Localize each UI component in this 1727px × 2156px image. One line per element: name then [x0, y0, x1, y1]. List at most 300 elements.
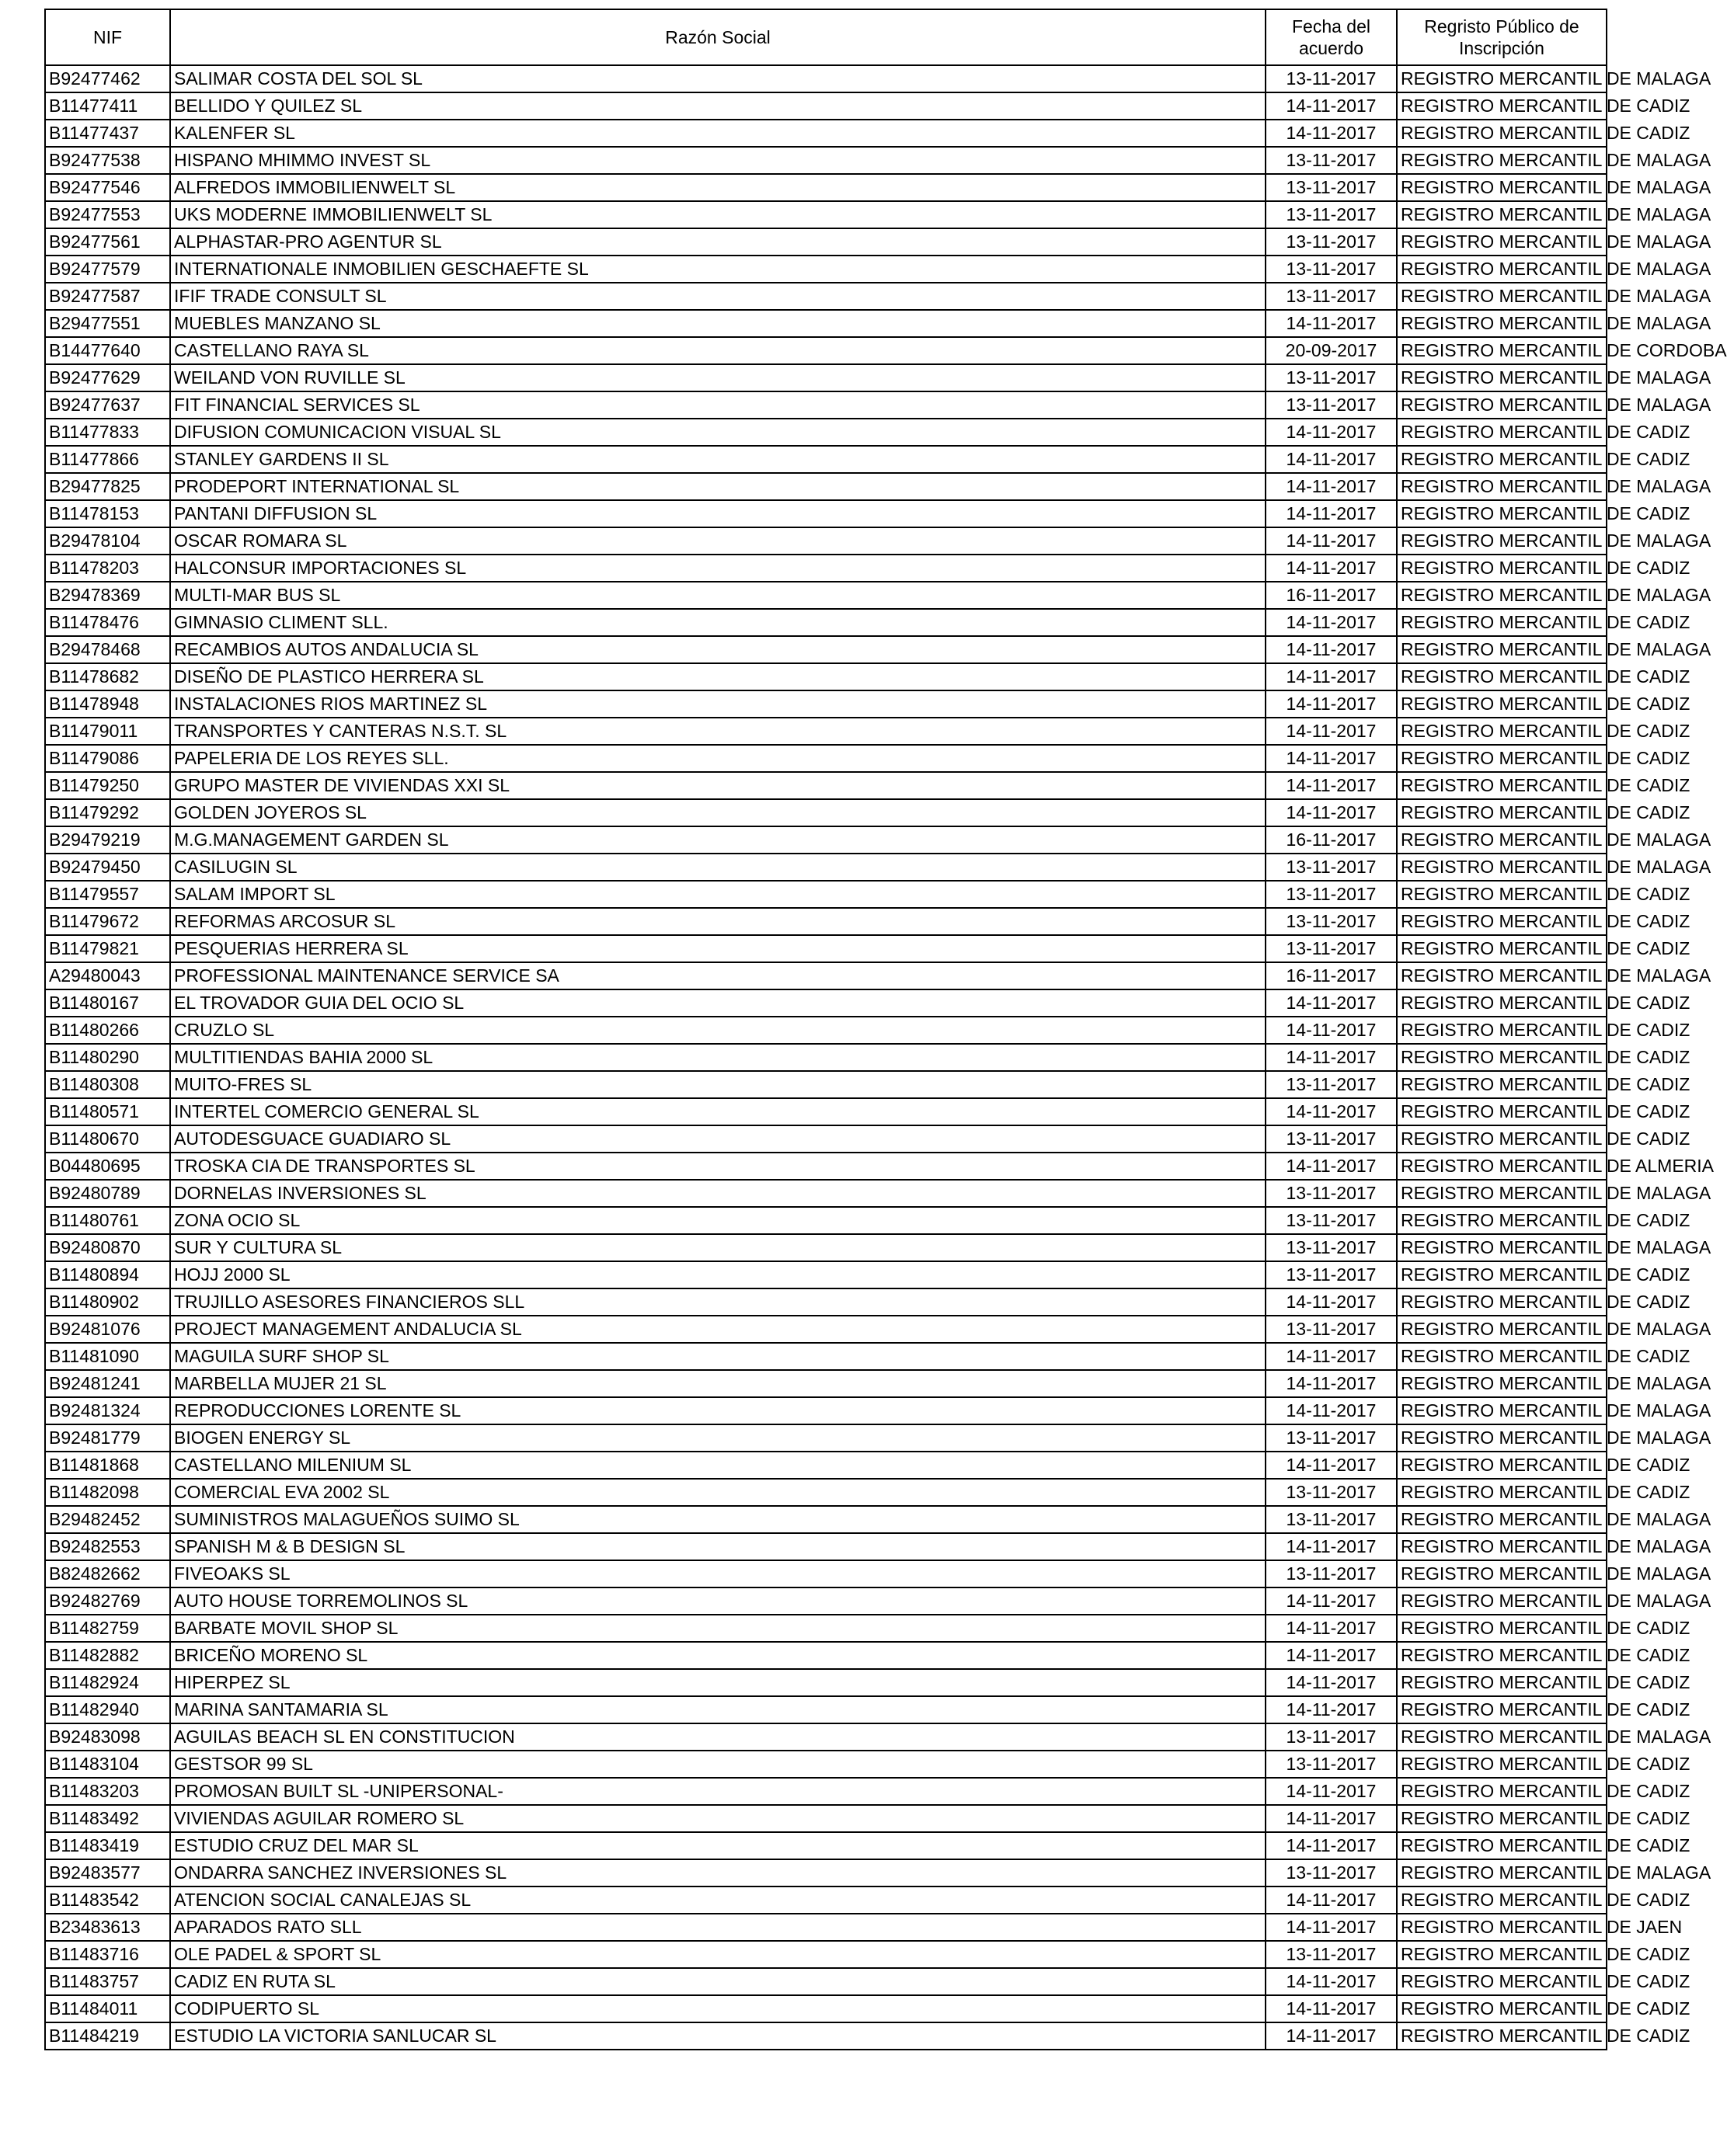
cell-razon-social: STANLEY GARDENS II SL	[170, 446, 1266, 473]
cell-fecha: 13-11-2017	[1266, 1506, 1397, 1533]
cell-fecha: 14-11-2017	[1266, 1370, 1397, 1397]
cell-razon-social: ONDARRA SANCHEZ INVERSIONES SL	[170, 1859, 1266, 1886]
cell-fecha: 14-11-2017	[1266, 1968, 1397, 1995]
cell-registro: REGISTRO MERCANTIL DE MALAGA	[1397, 1723, 1607, 1751]
cell-registro: REGISTRO MERCANTIL DE MALAGA	[1397, 854, 1607, 881]
table-row	[45, 92, 1607, 120]
cell-nif: B11479672	[45, 908, 170, 935]
cell-nif: B11480308	[45, 1071, 170, 1098]
table-row	[45, 1370, 1607, 1397]
cell-nif: B11482924	[45, 1669, 170, 1696]
cell-nif: B11482882	[45, 1642, 170, 1669]
cell-razon-social: AGUILAS BEACH SL EN CONSTITUCION	[170, 1723, 1266, 1751]
cell-registro: REGISTRO MERCANTIL DE CADIZ	[1397, 419, 1607, 446]
cell-razon-social: SUMINISTROS MALAGUEÑOS SUIMO SL	[170, 1506, 1266, 1533]
cell-registro: REGISTRO MERCANTIL DE CADIZ	[1397, 446, 1607, 473]
cell-nif: B92481779	[45, 1424, 170, 1452]
cell-fecha: 13-11-2017	[1266, 1207, 1397, 1234]
cell-registro: REGISTRO MERCANTIL DE MALAGA	[1397, 1560, 1607, 1587]
table-body	[45, 65, 1727, 2050]
table-row	[45, 364, 1607, 391]
table-row	[45, 120, 1607, 147]
cell-fecha: 14-11-2017	[1266, 555, 1397, 582]
cell-registro: REGISTRO MERCANTIL DE MALAGA	[1397, 364, 1607, 391]
cell-fecha: 13-11-2017	[1266, 908, 1397, 935]
cell-nif: B11483203	[45, 1778, 170, 1805]
cell-razon-social: MARINA SANTAMARIA SL	[170, 1696, 1266, 1723]
cell-fecha: 14-11-2017	[1266, 1914, 1397, 1941]
cell-fecha: 14-11-2017	[1266, 1642, 1397, 1669]
cell-nif: B29482452	[45, 1506, 170, 1533]
cell-razon-social: CADIZ EN RUTA SL	[170, 1968, 1266, 1995]
cell-registro: REGISTRO MERCANTIL DE CADIZ	[1397, 1832, 1607, 1859]
cell-nif: B92477561	[45, 228, 170, 256]
cell-registro: REGISTRO MERCANTIL DE CADIZ	[1397, 1751, 1607, 1778]
table-row	[45, 283, 1607, 310]
cell-registro: REGISTRO MERCANTIL DE MALAGA	[1397, 1234, 1607, 1261]
cell-nif: B11484011	[45, 1995, 170, 2022]
table-row	[45, 1751, 1607, 1778]
table-row	[45, 1234, 1607, 1261]
table-row	[45, 1098, 1607, 1125]
cell-registro: REGISTRO MERCANTIL DE JAEN	[1397, 1914, 1607, 1941]
cell-nif: B11483104	[45, 1751, 170, 1778]
cell-razon-social: ZONA OCIO SL	[170, 1207, 1266, 1234]
cell-nif: B11481090	[45, 1343, 170, 1370]
cell-nif: A29480043	[45, 962, 170, 989]
cell-registro: REGISTRO MERCANTIL DE CADIZ	[1397, 989, 1607, 1017]
table-row	[45, 908, 1607, 935]
table-row	[45, 310, 1607, 337]
table-row	[45, 337, 1607, 364]
cell-razon-social: KALENFER SL	[170, 120, 1266, 147]
table-row	[45, 391, 1607, 419]
cell-registro: REGISTRO MERCANTIL DE CADIZ	[1397, 1696, 1607, 1723]
cell-registro: REGISTRO MERCANTIL DE MALAGA	[1397, 283, 1607, 310]
cell-nif: B14477640	[45, 337, 170, 364]
cell-fecha: 13-11-2017	[1266, 1071, 1397, 1098]
cell-fecha: 14-11-2017	[1266, 1886, 1397, 1914]
cell-fecha: 13-11-2017	[1266, 1941, 1397, 1968]
table-row	[45, 1995, 1607, 2022]
table-row	[45, 1615, 1607, 1642]
cell-fecha: 14-11-2017	[1266, 2022, 1397, 2050]
cell-registro: REGISTRO MERCANTIL DE MALAGA	[1397, 1859, 1607, 1886]
cell-razon-social: ATENCION SOCIAL CANALEJAS SL	[170, 1886, 1266, 1914]
cell-razon-social: OLE PADEL & SPORT SL	[170, 1941, 1266, 1968]
cell-registro: REGISTRO MERCANTIL DE MALAGA	[1397, 174, 1607, 201]
cell-fecha: 13-11-2017	[1266, 391, 1397, 419]
table-row	[45, 473, 1607, 500]
cell-nif: B92477629	[45, 364, 170, 391]
cell-nif: B11480167	[45, 989, 170, 1017]
cell-razon-social: ESTUDIO CRUZ DEL MAR SL	[170, 1832, 1266, 1859]
cell-fecha: 13-11-2017	[1266, 1316, 1397, 1343]
cell-razon-social: HIPERPEZ SL	[170, 1669, 1266, 1696]
table-row	[45, 65, 1607, 92]
cell-fecha: 14-11-2017	[1266, 718, 1397, 745]
cell-razon-social: MUEBLES MANZANO SL	[170, 310, 1266, 337]
cell-fecha: 13-11-2017	[1266, 1261, 1397, 1288]
cell-razon-social: PANTANI DIFFUSION SL	[170, 500, 1266, 527]
registry-table	[44, 9, 1727, 2050]
table-row	[45, 718, 1607, 745]
cell-fecha: 14-11-2017	[1266, 419, 1397, 446]
cell-registro: REGISTRO MERCANTIL DE MALAGA	[1397, 1180, 1607, 1207]
cell-nif: B92477579	[45, 256, 170, 283]
cell-razon-social: PESQUERIAS HERRERA SL	[170, 935, 1266, 962]
cell-nif: B11482098	[45, 1479, 170, 1506]
cell-razon-social: MULTI-MAR BUS SL	[170, 582, 1266, 609]
table-row	[45, 854, 1607, 881]
cell-registro: REGISTRO MERCANTIL DE MALAGA	[1397, 1587, 1607, 1615]
cell-fecha: 14-11-2017	[1266, 1778, 1397, 1805]
cell-registro: REGISTRO MERCANTIL DE CADIZ	[1397, 908, 1607, 935]
cell-registro: REGISTRO MERCANTIL DE MALAGA	[1397, 962, 1607, 989]
cell-registro: REGISTRO MERCANTIL DE CADIZ	[1397, 745, 1607, 772]
table-row	[45, 962, 1607, 989]
cell-nif: B29477551	[45, 310, 170, 337]
cell-razon-social: FIVEOAKS SL	[170, 1560, 1266, 1587]
cell-nif: B11477411	[45, 92, 170, 120]
table-row	[45, 1424, 1607, 1452]
cell-fecha: 13-11-2017	[1266, 174, 1397, 201]
cell-razon-social: PRODEPORT INTERNATIONAL SL	[170, 473, 1266, 500]
cell-razon-social: HOJJ 2000 SL	[170, 1261, 1266, 1288]
table-row	[45, 881, 1607, 908]
cell-registro: REGISTRO MERCANTIL DE CADIZ	[1397, 663, 1607, 690]
table-row	[45, 1288, 1607, 1316]
table-row	[45, 636, 1607, 663]
cell-registro: REGISTRO MERCANTIL DE CADIZ	[1397, 555, 1607, 582]
cell-razon-social: M.G.MANAGEMENT GARDEN SL	[170, 826, 1266, 854]
cell-razon-social: SUR Y CULTURA SL	[170, 1234, 1266, 1261]
cell-nif: B92477553	[45, 201, 170, 228]
cell-registro: REGISTRO MERCANTIL DE CADIZ	[1397, 1207, 1607, 1234]
table-row	[45, 1397, 1607, 1424]
cell-fecha: 14-11-2017	[1266, 690, 1397, 718]
cell-registro: REGISTRO MERCANTIL DE MALAGA	[1397, 1424, 1607, 1452]
cell-fecha: 14-11-2017	[1266, 663, 1397, 690]
cell-nif: B11478948	[45, 690, 170, 718]
cell-nif: B29477825	[45, 473, 170, 500]
table-row	[45, 582, 1607, 609]
cell-razon-social: DIFUSION COMUNICACION VISUAL SL	[170, 419, 1266, 446]
table-row	[45, 256, 1607, 283]
table-row	[45, 174, 1607, 201]
cell-fecha: 13-11-2017	[1266, 201, 1397, 228]
cell-nif: B11481868	[45, 1452, 170, 1479]
table-row	[45, 1642, 1607, 1669]
cell-fecha: 13-11-2017	[1266, 1723, 1397, 1751]
table-row	[45, 1452, 1607, 1479]
cell-razon-social: PAPELERIA DE LOS REYES SLL.	[170, 745, 1266, 772]
cell-fecha: 13-11-2017	[1266, 283, 1397, 310]
cell-registro: REGISTRO MERCANTIL DE MALAGA	[1397, 310, 1607, 337]
cell-registro: REGISTRO MERCANTIL DE MALAGA	[1397, 256, 1607, 283]
cell-razon-social: REPRODUCCIONES LORENTE SL	[170, 1397, 1266, 1424]
cell-razon-social: RECAMBIOS AUTOS ANDALUCIA SL	[170, 636, 1266, 663]
cell-razon-social: WEILAND VON RUVILLE SL	[170, 364, 1266, 391]
cell-fecha: 14-11-2017	[1266, 92, 1397, 120]
cell-nif: B92477637	[45, 391, 170, 419]
cell-nif: B92477538	[45, 147, 170, 174]
cell-fecha: 13-11-2017	[1266, 1234, 1397, 1261]
cell-nif: B29479219	[45, 826, 170, 854]
cell-registro: REGISTRO MERCANTIL DE CORDOBA	[1397, 337, 1607, 364]
table-row	[45, 1044, 1607, 1071]
table-row	[45, 1180, 1607, 1207]
cell-nif: B11477833	[45, 419, 170, 446]
cell-nif: B11483757	[45, 1968, 170, 1995]
cell-registro: REGISTRO MERCANTIL DE CADIZ	[1397, 1071, 1607, 1098]
cell-nif: B11479011	[45, 718, 170, 745]
cell-registro: REGISTRO MERCANTIL DE MALAGA	[1397, 636, 1607, 663]
cell-razon-social: APARADOS RATO SLL	[170, 1914, 1266, 1941]
cell-fecha: 16-11-2017	[1266, 582, 1397, 609]
cell-registro: REGISTRO MERCANTIL DE CADIZ	[1397, 690, 1607, 718]
cell-fecha: 14-11-2017	[1266, 1669, 1397, 1696]
cell-registro: REGISTRO MERCANTIL DE MALAGA	[1397, 391, 1607, 419]
cell-registro: REGISTRO MERCANTIL DE MALAGA	[1397, 201, 1607, 228]
cell-fecha: 14-11-2017	[1266, 1832, 1397, 1859]
cell-registro: REGISTRO MERCANTIL DE CADIZ	[1397, 718, 1607, 745]
cell-razon-social: DORNELAS INVERSIONES SL	[170, 1180, 1266, 1207]
cell-fecha: 14-11-2017	[1266, 1288, 1397, 1316]
cell-razon-social: MUITO-FRES SL	[170, 1071, 1266, 1098]
table-row	[45, 1914, 1607, 1941]
cell-registro: REGISTRO MERCANTIL DE MALAGA	[1397, 1506, 1607, 1533]
cell-fecha: 14-11-2017	[1266, 1696, 1397, 1723]
cell-razon-social: GIMNASIO CLIMENT SLL.	[170, 609, 1266, 636]
cell-nif: B92482769	[45, 1587, 170, 1615]
cell-razon-social: REFORMAS ARCOSUR SL	[170, 908, 1266, 935]
cell-fecha: 14-11-2017	[1266, 1587, 1397, 1615]
cell-nif: B11478153	[45, 500, 170, 527]
cell-nif: B11482940	[45, 1696, 170, 1723]
cell-fecha: 14-11-2017	[1266, 1153, 1397, 1180]
cell-razon-social: CASTELLANO RAYA SL	[170, 337, 1266, 364]
cell-registro: REGISTRO MERCANTIL DE CADIZ	[1397, 1642, 1607, 1669]
cell-razon-social: MULTITIENDAS BAHIA 2000 SL	[170, 1044, 1266, 1071]
cell-razon-social: GOLDEN JOYEROS SL	[170, 799, 1266, 826]
table-row	[45, 1778, 1607, 1805]
cell-razon-social: VIVIENDAS AGUILAR ROMERO SL	[170, 1805, 1266, 1832]
cell-razon-social: INSTALACIONES RIOS MARTINEZ SL	[170, 690, 1266, 718]
cell-nif: B11479086	[45, 745, 170, 772]
cell-razon-social: GRUPO MASTER DE VIVIENDAS XXI SL	[170, 772, 1266, 799]
table-row	[45, 147, 1607, 174]
cell-nif: B11478476	[45, 609, 170, 636]
table-row	[45, 228, 1607, 256]
cell-registro: REGISTRO MERCANTIL DE MALAGA	[1397, 1533, 1607, 1560]
cell-razon-social: SPANISH M & B DESIGN SL	[170, 1533, 1266, 1560]
table-row	[45, 2022, 1607, 2050]
table-header	[45, 9, 1607, 65]
cell-nif: B92483098	[45, 1723, 170, 1751]
cell-nif: B92479450	[45, 854, 170, 881]
cell-fecha: 13-11-2017	[1266, 364, 1397, 391]
cell-nif: B29478369	[45, 582, 170, 609]
cell-razon-social: CRUZLO SL	[170, 1017, 1266, 1044]
table-row	[45, 1071, 1607, 1098]
cell-registro: REGISTRO MERCANTIL DE CADIZ	[1397, 1615, 1607, 1642]
cell-nif: B23483613	[45, 1914, 170, 1941]
cell-fecha: 14-11-2017	[1266, 1044, 1397, 1071]
cell-fecha: 13-11-2017	[1266, 147, 1397, 174]
table-row	[45, 1207, 1607, 1234]
cell-registro: REGISTRO MERCANTIL DE CADIZ	[1397, 1452, 1607, 1479]
cell-registro: REGISTRO MERCANTIL DE MALAGA	[1397, 582, 1607, 609]
cell-registro: REGISTRO MERCANTIL DE MALAGA	[1397, 826, 1607, 854]
cell-razon-social: INTERNATIONALE INMOBILIEN GESCHAEFTE SL	[170, 256, 1266, 283]
cell-nif: B11480290	[45, 1044, 170, 1071]
cell-registro: REGISTRO MERCANTIL DE MALAGA	[1397, 1370, 1607, 1397]
table-row	[45, 1968, 1607, 1995]
cell-nif: B92477546	[45, 174, 170, 201]
cell-razon-social: MAGUILA SURF SHOP SL	[170, 1343, 1266, 1370]
cell-fecha: 16-11-2017	[1266, 962, 1397, 989]
cell-nif: B92481241	[45, 1370, 170, 1397]
table-row	[45, 935, 1607, 962]
cell-registro: REGISTRO MERCANTIL DE CADIZ	[1397, 935, 1607, 962]
cell-nif: B29478468	[45, 636, 170, 663]
table-row	[45, 663, 1607, 690]
cell-nif: B92477587	[45, 283, 170, 310]
cell-razon-social: AUTO HOUSE TORREMOLINOS SL	[170, 1587, 1266, 1615]
cell-registro: REGISTRO MERCANTIL DE CADIZ	[1397, 1941, 1607, 1968]
table-row	[45, 1017, 1607, 1044]
cell-nif: B11479250	[45, 772, 170, 799]
cell-registro: REGISTRO MERCANTIL DE MALAGA	[1397, 147, 1607, 174]
cell-registro: REGISTRO MERCANTIL DE CADIZ	[1397, 1778, 1607, 1805]
cell-nif: B11479292	[45, 799, 170, 826]
table-row	[45, 1696, 1607, 1723]
cell-registro: REGISTRO MERCANTIL DE CADIZ	[1397, 1125, 1607, 1153]
cell-razon-social: BARBATE MOVIL SHOP SL	[170, 1615, 1266, 1642]
cell-nif: B11483419	[45, 1832, 170, 1859]
cell-fecha: 14-11-2017	[1266, 1995, 1397, 2022]
header-nif: NIF	[45, 9, 170, 65]
cell-registro: REGISTRO MERCANTIL DE MALAGA	[1397, 527, 1607, 555]
cell-fecha: 14-11-2017	[1266, 310, 1397, 337]
cell-fecha: 14-11-2017	[1266, 1017, 1397, 1044]
cell-nif: B11478203	[45, 555, 170, 582]
header-razon-social: Razón Social	[170, 9, 1266, 65]
table-row	[45, 446, 1607, 473]
table-row	[45, 1560, 1607, 1587]
cell-razon-social: TROSKA CIA DE TRANSPORTES SL	[170, 1153, 1266, 1180]
cell-fecha: 14-11-2017	[1266, 772, 1397, 799]
cell-fecha: 14-11-2017	[1266, 473, 1397, 500]
cell-razon-social: PROJECT MANAGEMENT ANDALUCIA SL	[170, 1316, 1266, 1343]
table-row	[45, 500, 1607, 527]
cell-razon-social: CASTELLANO MILENIUM SL	[170, 1452, 1266, 1479]
cell-razon-social: ALPHASTAR-PRO AGENTUR SL	[170, 228, 1266, 256]
cell-razon-social: PROMOSAN BUILT SL -UNIPERSONAL-	[170, 1778, 1266, 1805]
cell-fecha: 13-11-2017	[1266, 228, 1397, 256]
cell-nif: B11483492	[45, 1805, 170, 1832]
cell-fecha: 13-11-2017	[1266, 256, 1397, 283]
table-row	[45, 745, 1607, 772]
cell-nif: B11480571	[45, 1098, 170, 1125]
cell-nif: B11483542	[45, 1886, 170, 1914]
header-row	[45, 9, 1607, 65]
header-fecha-acuerdo: Fecha del acuerdo	[1266, 9, 1397, 65]
cell-razon-social: PROFESSIONAL MAINTENANCE SERVICE SA	[170, 962, 1266, 989]
cell-fecha: 14-11-2017	[1266, 527, 1397, 555]
cell-fecha: 14-11-2017	[1266, 745, 1397, 772]
cell-nif: B92480789	[45, 1180, 170, 1207]
table-row	[45, 1859, 1607, 1886]
cell-nif: B11477866	[45, 446, 170, 473]
table-row	[45, 1886, 1607, 1914]
cell-razon-social: SALAM IMPORT SL	[170, 881, 1266, 908]
cell-nif: B11479557	[45, 881, 170, 908]
cell-fecha: 14-11-2017	[1266, 1615, 1397, 1642]
table-row	[45, 1805, 1607, 1832]
cell-razon-social: CASILUGIN SL	[170, 854, 1266, 881]
cell-nif: B11480670	[45, 1125, 170, 1153]
cell-registro: REGISTRO MERCANTIL DE CADIZ	[1397, 881, 1607, 908]
table-row	[45, 799, 1607, 826]
cell-razon-social: SALIMAR COSTA DEL SOL SL	[170, 65, 1266, 92]
table-row	[45, 1316, 1607, 1343]
cell-razon-social: ALFREDOS IMMOBILIENWELT SL	[170, 174, 1266, 201]
cell-fecha: 13-11-2017	[1266, 1859, 1397, 1886]
cell-fecha: 14-11-2017	[1266, 500, 1397, 527]
table-row	[45, 1587, 1607, 1615]
cell-registro: REGISTRO MERCANTIL DE CADIZ	[1397, 2022, 1607, 2050]
table-row	[45, 201, 1607, 228]
cell-nif: B29478104	[45, 527, 170, 555]
cell-fecha: 14-11-2017	[1266, 799, 1397, 826]
cell-razon-social: BRICEÑO MORENO SL	[170, 1642, 1266, 1669]
cell-nif: B11480894	[45, 1261, 170, 1288]
table-row	[45, 1343, 1607, 1370]
table-row	[45, 527, 1607, 555]
cell-registro: REGISTRO MERCANTIL DE CADIZ	[1397, 1669, 1607, 1696]
cell-nif: B11477437	[45, 120, 170, 147]
cell-fecha: 14-11-2017	[1266, 446, 1397, 473]
cell-registro: REGISTRO MERCANTIL DE CADIZ	[1397, 1343, 1607, 1370]
cell-fecha: 13-11-2017	[1266, 1560, 1397, 1587]
cell-fecha: 13-11-2017	[1266, 881, 1397, 908]
cell-fecha: 14-11-2017	[1266, 1533, 1397, 1560]
cell-razon-social: COMERCIAL EVA 2002 SL	[170, 1479, 1266, 1506]
cell-razon-social: UKS MODERNE IMMOBILIENWELT SL	[170, 201, 1266, 228]
cell-razon-social: BELLIDO Y QUILEZ SL	[170, 92, 1266, 120]
cell-razon-social: TRANSPORTES Y CANTERAS N.S.T. SL	[170, 718, 1266, 745]
cell-nif: B92482553	[45, 1533, 170, 1560]
cell-registro: REGISTRO MERCANTIL DE ALMERIA	[1397, 1153, 1607, 1180]
cell-razon-social: BIOGEN ENERGY SL	[170, 1424, 1266, 1452]
table-row	[45, 1941, 1607, 1968]
cell-fecha: 13-11-2017	[1266, 935, 1397, 962]
cell-fecha: 14-11-2017	[1266, 1397, 1397, 1424]
table-row	[45, 1832, 1607, 1859]
cell-registro: REGISTRO MERCANTIL DE CADIZ	[1397, 1995, 1607, 2022]
cell-nif: B11480761	[45, 1207, 170, 1234]
cell-registro: REGISTRO MERCANTIL DE MALAGA	[1397, 473, 1607, 500]
table-row	[45, 1723, 1607, 1751]
cell-registro: REGISTRO MERCANTIL DE MALAGA	[1397, 65, 1607, 92]
cell-razon-social: DISEÑO DE PLASTICO HERRERA SL	[170, 663, 1266, 690]
table-row	[45, 1479, 1607, 1506]
cell-fecha: 14-11-2017	[1266, 636, 1397, 663]
cell-fecha: 14-11-2017	[1266, 1805, 1397, 1832]
cell-fecha: 14-11-2017	[1266, 1452, 1397, 1479]
